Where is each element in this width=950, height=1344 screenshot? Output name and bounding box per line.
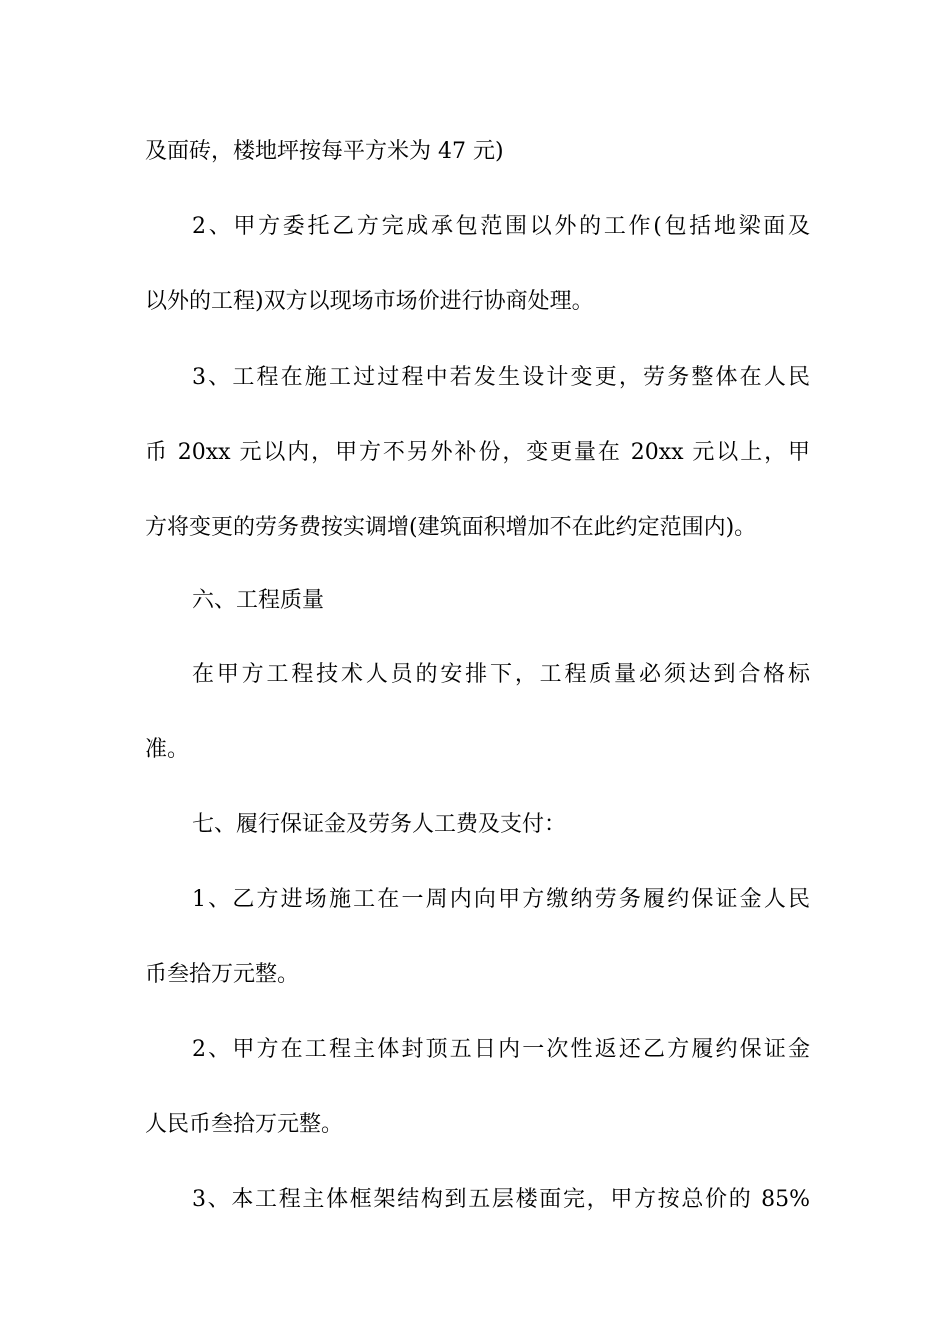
paragraph-line: 1、乙方进场施工在一周内向甲方缴纳劳务履约保证金人民	[192, 887, 810, 912]
section-heading: 六、工程质量	[192, 588, 325, 613]
paragraph-line: 人民币叁拾万元整。	[145, 1112, 344, 1137]
paragraph-line: 3、工程在施工过过程中若发生设计变更，劳务整体在人民	[192, 365, 810, 390]
section-heading: 七、履行保证金及劳务人工费及支付：	[192, 812, 567, 837]
paragraph-line: 及面砖，楼地坪按每平方米为 47 元)	[145, 139, 504, 164]
paragraph-line: 币叁拾万元整。	[145, 962, 300, 987]
paragraph-line: 3、本工程主体框架结构到五层楼面完，甲方按总价的 85%	[192, 1187, 810, 1212]
paragraph-line: 币 20xx 元以内，甲方不另外补份，变更量在 20xx 元以上，甲	[145, 440, 810, 465]
paragraph-line: 2、甲方在工程主体封顶五日内一次性返还乙方履约保证金	[192, 1037, 810, 1062]
paragraph-line: 在甲方工程技术人员的安排下，工程质量必须达到合格标	[192, 662, 810, 687]
paragraph-line: 以外的工程)双方以现场市场价进行协商处理。	[145, 289, 594, 314]
paragraph-line: 2、甲方委托乙方完成承包范围以外的工作(包括地梁面及	[192, 214, 810, 239]
paragraph-line: 准。	[145, 737, 190, 762]
paragraph-line: 方将变更的劳务费按实调增(建筑面积增加不在此约定范围内)。	[145, 515, 757, 540]
